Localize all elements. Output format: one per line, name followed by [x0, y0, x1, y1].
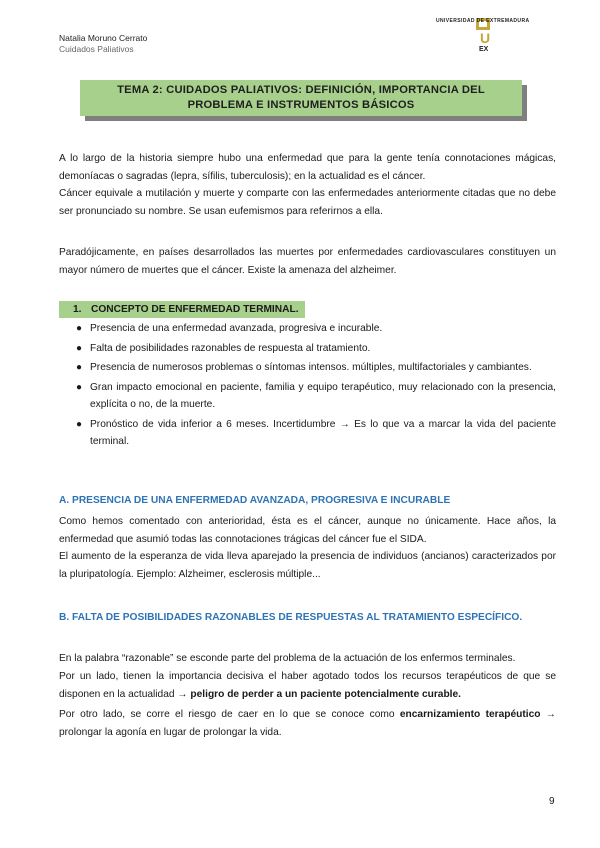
section-1-title: CONCEPTO DE ENFERMEDAD TERMINAL. — [91, 304, 299, 315]
title-line-2: PROBLEMA E INSTRUMENTOS BÁSICOS — [187, 99, 415, 111]
list-item-text: Presencia de numerosos problemas o síntomas intensos. múltiples, multifactoriales y cambiantes. — [90, 362, 532, 373]
logo-u: U — [480, 30, 491, 46]
section-a-heading: A. PRESENCIA DE UNA ENFERMEDAD AVANZADA, PROGRESIVA E INCURABLE — [59, 495, 451, 506]
list-item — [59, 359, 556, 377]
section-b-paragraph-2-text: Por un lado, tienen la importancia decisiva el haber agotado todos los recursos terapéuticos de que se disponen en la actualidad → — [59, 671, 556, 700]
list-item — [59, 416, 556, 451]
title-line-1: TEMA 2: CUIDADOS PALIATIVOS: DEFINICIÓN, IMPORTANCIA DEL — [117, 84, 485, 96]
title-box — [80, 80, 522, 116]
header-subject: Cuidados Paliativos — [59, 44, 134, 54]
list-item-text: Gran impacto emocional en paciente, familia y equipo terapéutico, muy relacionado con la presencia, explícita o no, de la muerte. — [90, 381, 556, 410]
section-b-paragraph-2 — [59, 668, 556, 703]
intro-paragraph-1: A lo largo de la historia siempre hubo una enfermedad que para la gente tenía connotaciones mágicas, demoníacas o sagradas (lepra, sífilis, tuberculosis); en la actualidad es el cáncer. — [59, 153, 556, 182]
list-item — [59, 320, 556, 338]
list-item-text: Pronóstico de vida inferior a 6 meses. Incertidumbre → Es lo que va a marcar la vida del paciente terminal. — [90, 418, 556, 447]
bullet-icon: ● — [76, 418, 83, 430]
section-1-heading — [59, 301, 305, 318]
logo-text: UNIVERSIDAD DE EXTREMADURA — [436, 18, 530, 24]
section-b-paragraph-3-emphasis: encarnizamiento terapéutico — [399, 709, 541, 720]
list-item — [59, 340, 556, 358]
bullet-icon: ● — [76, 362, 83, 373]
list-item-text: Falta de posibilidades razonables de respuesta al tratamiento. — [90, 342, 371, 354]
header-author: Natalia Moruno Cerrato — [59, 33, 148, 43]
logo-ex: EX — [479, 46, 489, 53]
page-number: 9 — [549, 796, 555, 807]
intro-paragraph-2: Cáncer equivale a mutilación y muerte y comparte con las enfermedades anteriormente citadas que no debe ser pronunciado su nombre. Se usan eufemismos para referirnos a ella. — [59, 188, 556, 217]
bullet-icon: ● — [76, 342, 83, 354]
section-b-paragraph-2-emphasis: peligro de perder a un paciente potencialmente curable. — [190, 688, 462, 700]
university-logo — [436, 16, 556, 64]
page-title — [80, 80, 522, 113]
section-1-number: 1. — [73, 304, 82, 315]
list-item-text: Presencia de una enfermedad avanzada, progresiva e incurable. — [90, 323, 383, 334]
intro-paragraph-3: Paradójicamente, en países desarrollados las muertes por enfermedades cardiovasculares constituyen un mayor número de muertes que el cáncer. Existe la amenaza del alzheimer. — [59, 247, 556, 276]
section-b-paragraph-1: En la palabra “razonable” se esconde parte del problema de la actuación de los enfermos terminales. — [59, 653, 516, 664]
list-item — [59, 379, 556, 414]
section-b-paragraph-3-end: → prolongar la agonía en lugar de prolongar la vida. — [59, 709, 556, 738]
bullet-icon: ● — [76, 381, 83, 393]
section-a-paragraph-1: Como hemos comentado con anterioridad, ésta es el cáncer, aunque no únicamente. Hace años, la enfermedad que asumió todas las connotaciones trágicas del cáncer fue el SIDA. — [59, 516, 556, 545]
section-b-paragraph-3 — [59, 706, 556, 741]
terminal-illness-criteria-list — [59, 320, 556, 453]
section-b-paragraph-3-text: Por otro lado, se corre el riesgo de caer en lo que se conoce como — [59, 709, 400, 720]
bullet-icon: ● — [76, 323, 83, 334]
section-a-paragraph-2: El aumento de la esperanza de vida lleva aparejado la presencia de individuos (ancianos) caracterizados por la pluripatología. Ejemplo: Alzheimer, esclerosis múltiple... — [59, 551, 556, 580]
section-b-heading: B. FALTA DE POSIBILIDADES RAZONABLES DE RESPUESTAS AL TRATAMIENTO ESPECÍFICO. — [59, 612, 523, 623]
